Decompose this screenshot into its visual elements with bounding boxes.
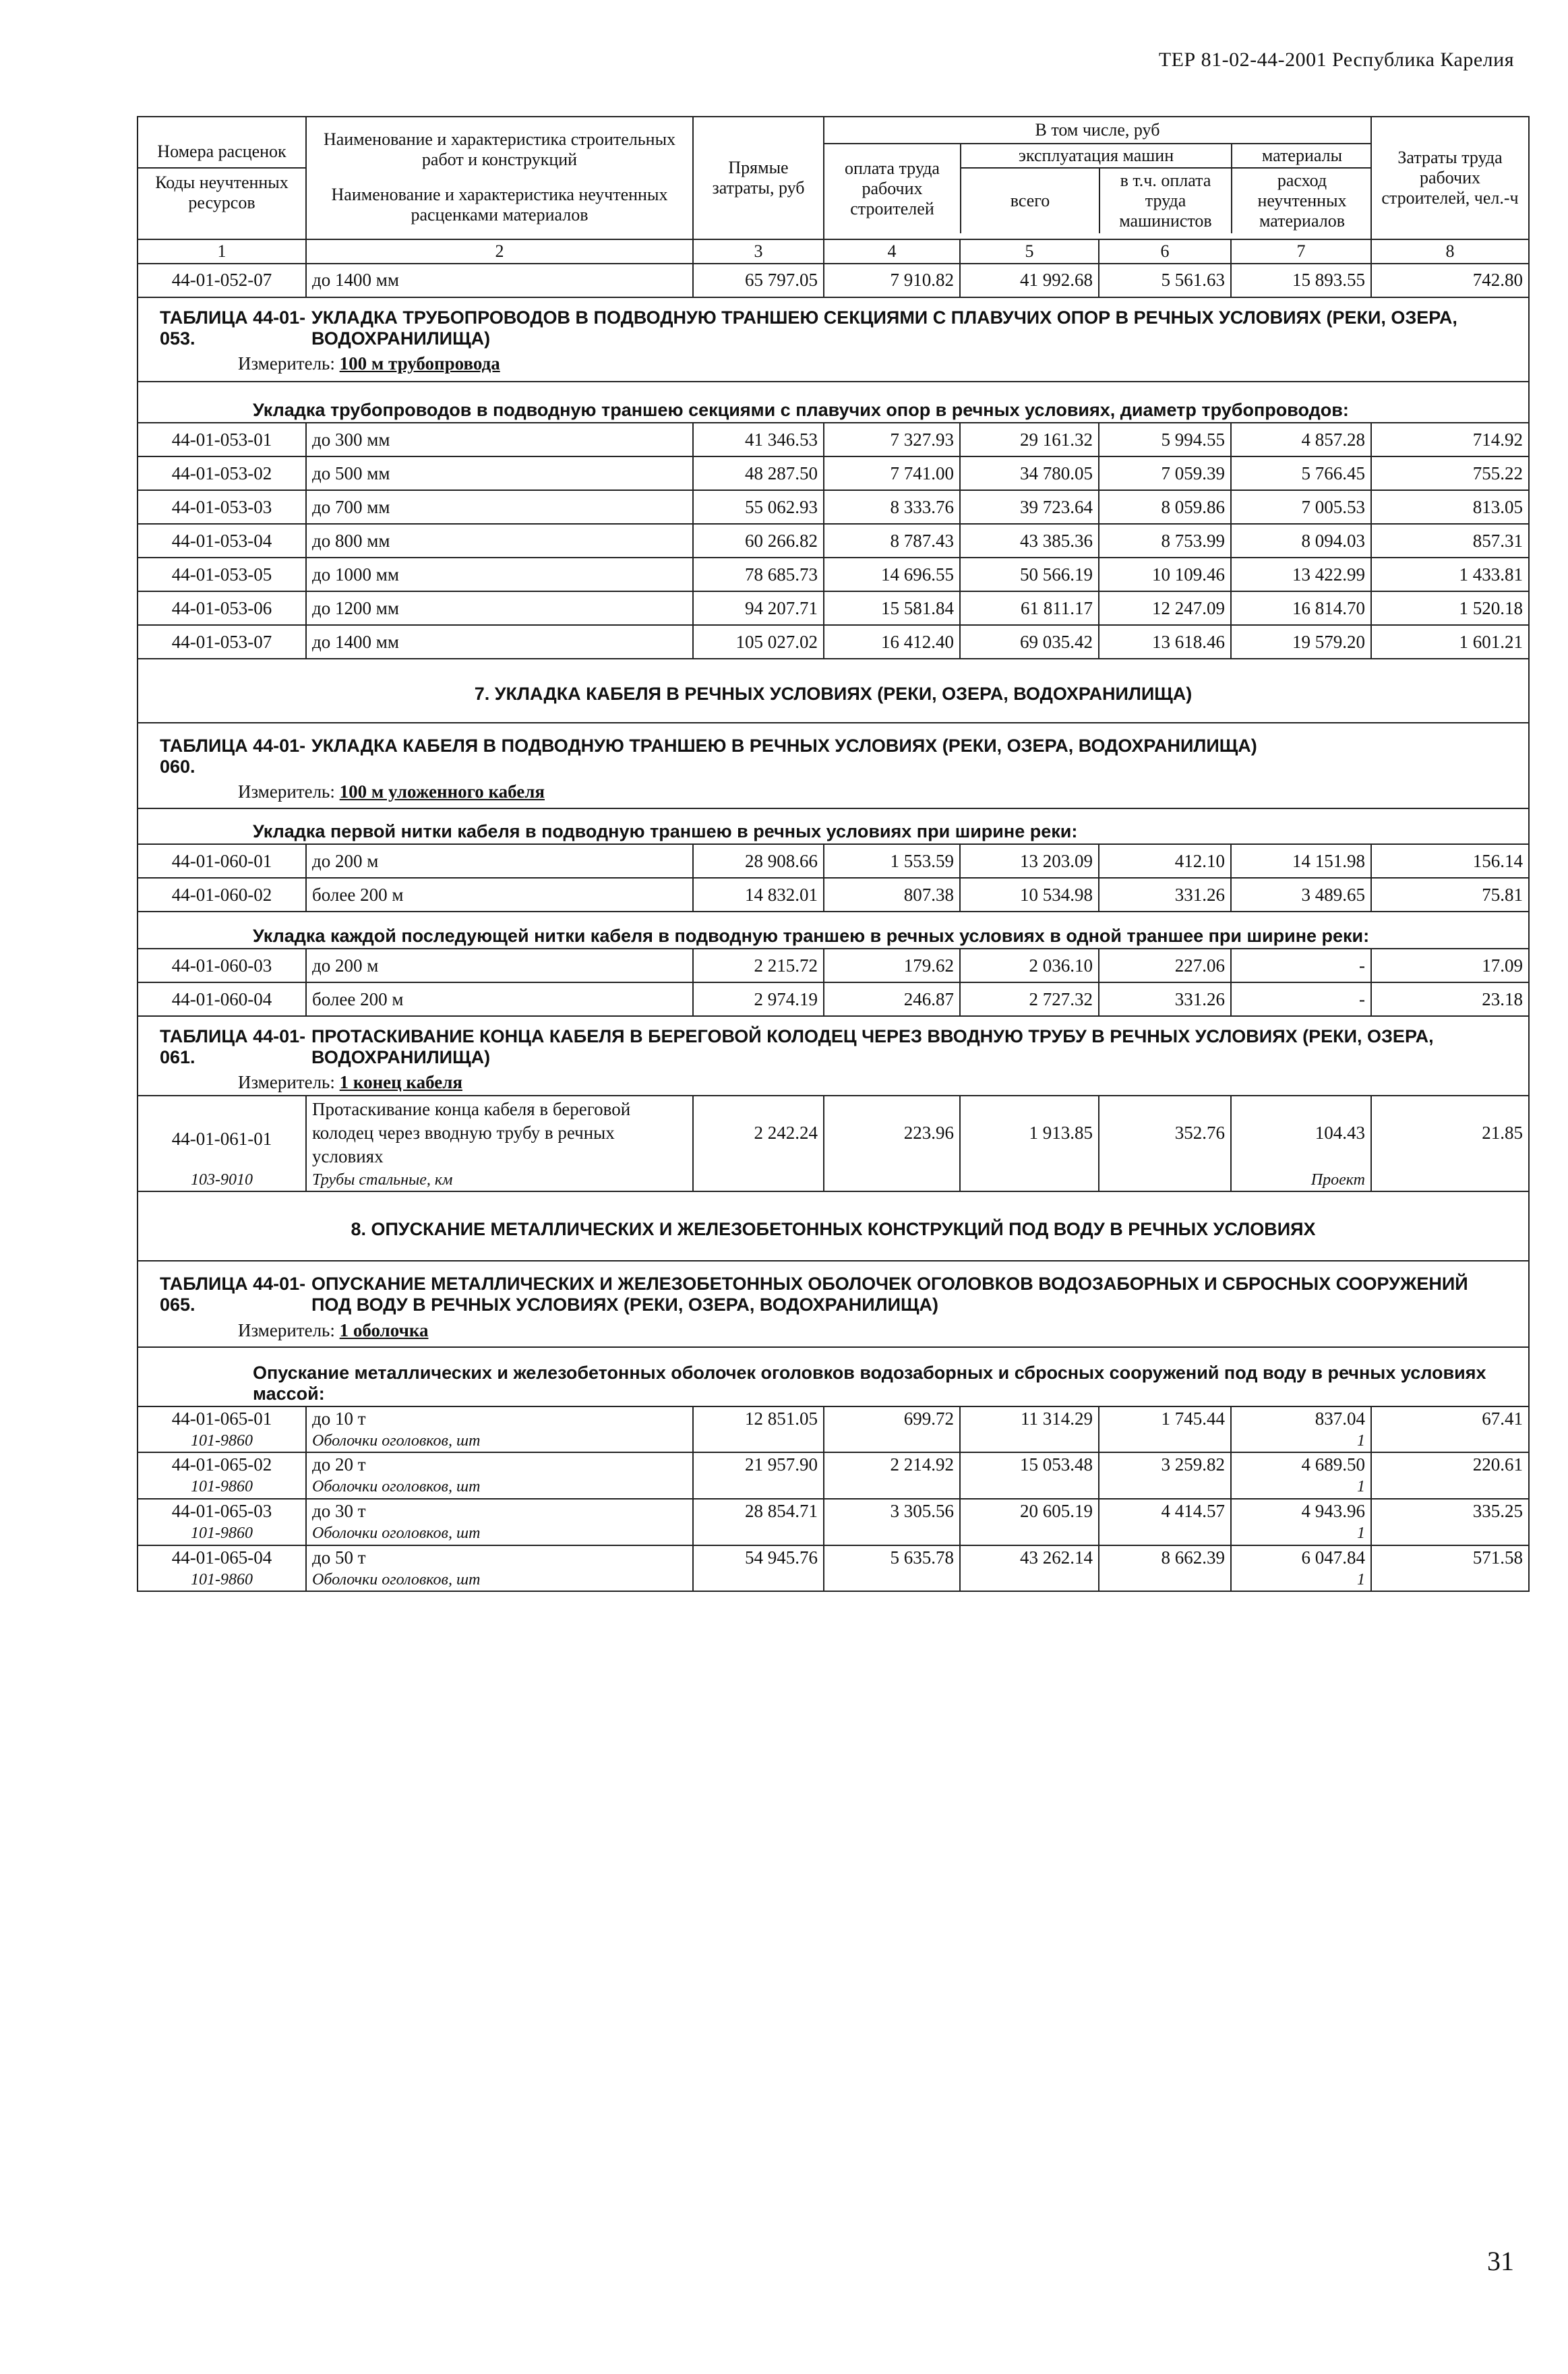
rate-code: 44-01-065-01 [138,1406,306,1431]
col-num: 6 [1099,239,1231,264]
rate-name: более 200 м [306,878,693,912]
machines-total: 69 035.42 [960,625,1099,659]
labor-pay: 5 635.78 [824,1545,960,1570]
labor-hours: 857.31 [1371,524,1529,558]
rate-name: до 200 м [306,844,693,878]
rate-name: до 700 мм [306,490,693,524]
rate-name: до 1200 мм [306,591,693,625]
incl-label: В том числе, руб [824,117,1370,144]
rate-code: 44-01-065-04 [138,1545,306,1570]
resource-code: 101-9860 [138,1431,306,1453]
resource-row [138,1523,1529,1545]
empty-cell [960,1170,1099,1192]
group-heading: Опускание металлических и железобетонных оболочек оголовков водозаборных и сбросных сооружений под воду в речных условиях массой: [138,1347,1529,1406]
rate-name: до 1000 мм [306,558,693,591]
table-row [138,264,1529,297]
measure-label: Измеритель: [238,1072,335,1093]
col-header-unaccounted: расход неучтенных материалов [1257,171,1347,231]
resource-row [138,1570,1529,1592]
col-header-labor: оплата труда рабочих строителей [824,144,961,233]
machines-total: 15 053.48 [960,1452,1099,1477]
table-label: ТАБЛИЦА 44-01-053. [160,307,306,349]
rate-code: 44-01-053-05 [138,558,306,591]
rate-code: 44-01-060-02 [138,878,306,912]
rate-code: 44-01-053-04 [138,524,306,558]
labor-hours: 813.05 [1371,490,1529,524]
labor-hours: 156.14 [1371,844,1529,878]
resource-name: Оболочки оголовков, шт [306,1477,693,1499]
resource-row [138,1170,1529,1192]
labor-pay: 7 741.00 [824,456,960,490]
labor-pay: 15 581.84 [824,591,960,625]
direct-cost: 2 974.19 [693,982,824,1016]
materials: 4 943.96 [1231,1499,1371,1523]
direct-cost: 28 854.71 [693,1499,824,1523]
measure-value: 100 м трубопровода [339,353,500,374]
column-header-row [138,117,1529,239]
resource-name: Оболочки оголовков, шт [306,1570,693,1592]
table-label: ТАБЛИЦА 44-01-061. [160,1026,306,1068]
resource-qty: 1 [1231,1477,1371,1499]
machines-total: 39 723.64 [960,490,1099,524]
empty-cell [1371,1170,1529,1192]
operators-pay: 8 662.39 [1099,1545,1231,1570]
materials: 8 094.03 [1231,524,1371,558]
empty-cell [693,1477,824,1499]
rate-name: до 10 т [306,1406,693,1431]
measure-row [138,1071,1529,1095]
rate-name: до 20 т [306,1452,693,1477]
measure-value: 100 м уложенного кабеля [339,781,545,802]
operators-pay: 4 414.57 [1099,1499,1231,1523]
machines-total: 43 385.36 [960,524,1099,558]
empty-cell [1099,1170,1231,1192]
materials: 6 047.84 [1231,1545,1371,1570]
direct-cost: 65 797.05 [693,264,824,297]
operators-pay: 331.26 [1099,982,1231,1016]
machines-total: 2 727.32 [960,982,1099,1016]
materials: 4 857.28 [1231,423,1371,456]
empty-cell [1371,1431,1529,1453]
operators-pay: 7 059.39 [1099,456,1231,490]
labor-hours: 571.58 [1371,1545,1529,1570]
col-header-materials: материалы [1232,144,1372,169]
empty-cell [824,1170,960,1192]
empty-cell [824,1477,960,1499]
resource-code: 101-9860 [138,1570,306,1592]
table-row [138,982,1529,1016]
rate-name: до 300 мм [306,423,693,456]
empty-cell [824,1523,960,1545]
direct-cost: 78 685.73 [693,558,824,591]
materials: 15 893.55 [1231,264,1371,297]
operators-pay: 3 259.82 [1099,1452,1231,1477]
labor-pay: 246.87 [824,982,960,1016]
materials: 19 579.20 [1231,625,1371,659]
table-row [138,1452,1529,1477]
labor-pay: 3 305.56 [824,1499,960,1523]
table-title: УКЛАДКА КАБЕЛЯ В ПОДВОДНУЮ ТРАНШЕЮ В РЕЧНЫХ УСЛОВИЯХ (РЕКИ, ОЗЕРА, ВОДОХРАНИЛИЩА) [311,736,1257,756]
empty-cell [960,1477,1099,1499]
resource-code: 101-9860 [138,1477,306,1499]
operators-pay: 227.06 [1099,949,1231,982]
group-row [138,912,1529,949]
col-header-machines: эксплуатация машин [961,144,1232,169]
direct-cost: 60 266.82 [693,524,824,558]
labor-hours: 1 601.21 [1371,625,1529,659]
resource-name: Оболочки оголовков, шт [306,1523,693,1545]
machines-total: 1 913.85 [960,1096,1099,1170]
resource-row [138,1477,1529,1499]
labor-pay: 16 412.40 [824,625,960,659]
table-label: ТАБЛИЦА 44-01-065. [160,1274,306,1315]
chapter-heading: 8. ОПУСКАНИЕ МЕТАЛЛИЧЕСКИХ И ЖЕЛЕЗОБЕТОННЫХ КОНСТРУКЦИЙ ПОД ВОДУ В РЕЧНЫХ УСЛОВИЯХ [138,1191,1529,1261]
table-label: ТАБЛИЦА 44-01-060. [160,736,306,777]
rate-name: до 800 мм [306,524,693,558]
machines-total: 61 811.17 [960,591,1099,625]
materials: 4 689.50 [1231,1452,1371,1477]
empty-cell [1371,1570,1529,1592]
materials: 14 151.98 [1231,844,1371,878]
direct-cost: 2 242.24 [693,1096,824,1170]
resource-row [138,1431,1529,1453]
resource-qty: 1 [1231,1570,1371,1592]
direct-cost: 94 207.71 [693,591,824,625]
price-table [137,116,1530,1592]
machines-total: 10 534.98 [960,878,1099,912]
rate-code: 44-01-065-03 [138,1499,306,1523]
labor-pay: 8 333.76 [824,490,960,524]
labor-pay: 14 696.55 [824,558,960,591]
resource-name: Оболочки оголовков, шт [306,1431,693,1453]
operators-pay: 1 745.44 [1099,1406,1231,1431]
labor-hours: 67.41 [1371,1406,1529,1431]
col-num: 2 [306,239,693,264]
table-title-row [138,723,1529,780]
direct-cost: 21 957.90 [693,1452,824,1477]
empty-cell [960,1523,1099,1545]
empty-cell [1371,1523,1529,1545]
materials: 104.43 [1231,1096,1371,1170]
machines-total: 41 992.68 [960,264,1099,297]
empty-cell [960,1431,1099,1453]
col-header-labor-cost: Затраты труда рабочих строителей, чел.-ч [1371,117,1529,239]
materials: 13 422.99 [1231,558,1371,591]
operators-pay: 5 994.55 [1099,423,1231,456]
empty-cell [1371,1477,1529,1499]
chapter-row [138,1191,1529,1261]
col-header-codes [138,117,306,239]
table-row [138,878,1529,912]
page-number: 31 [1487,2246,1514,2276]
rate-code: 44-01-060-04 [138,982,306,1016]
labor-pay: 179.62 [824,949,960,982]
col1-bottom-label: Коды неучтенных ресурсов [155,173,289,212]
rate-code: 44-01-060-01 [138,844,306,878]
operators-pay: 412.10 [1099,844,1231,878]
rate-name: до 200 м [306,949,693,982]
labor-pay: 2 214.92 [824,1452,960,1477]
group-heading: Укладка первой нитки кабеля в подводную траншею в речных условиях при ширине реки: [138,808,1529,844]
rate-code: 44-01-053-03 [138,490,306,524]
rate-code: 44-01-053-06 [138,591,306,625]
table-row [138,1406,1529,1431]
col-num: 3 [693,239,824,264]
group-row [138,1347,1529,1406]
labor-hours: 742.80 [1371,264,1529,297]
direct-cost: 28 908.66 [693,844,824,878]
materials: - [1231,949,1371,982]
empty-cell [824,1431,960,1453]
measure-label: Измеритель: [238,1319,335,1340]
labor-hours: 335.25 [1371,1499,1529,1523]
direct-cost: 12 851.05 [693,1406,824,1431]
table-title-row [138,1261,1529,1318]
machines-total: 13 203.09 [960,844,1099,878]
direct-cost: 41 346.53 [693,423,824,456]
table-row [138,1499,1529,1523]
col2-bottom-label: Наименование и характеристика неучтенных расценками материалов [331,185,668,225]
rate-name: до 500 мм [306,456,693,490]
col2-top-label: Наименование и характеристика строительных работ и конструкций [323,129,676,170]
labor-pay: 223.96 [824,1096,960,1170]
rate-code: 44-01-053-01 [138,423,306,456]
labor-pay: 7 910.82 [824,264,960,297]
resource-qty: 1 [1231,1431,1371,1453]
direct-cost: 55 062.93 [693,490,824,524]
table-row [138,1096,1529,1170]
measure-value: 1 конец кабеля [339,1072,462,1093]
empty-cell [824,1570,960,1592]
empty-cell [693,1523,824,1545]
materials: 837.04 [1231,1406,1371,1431]
table-row [138,844,1529,878]
materials: - [1231,982,1371,1016]
operators-pay: 352.76 [1099,1096,1231,1170]
rate-name: до 1400 мм [306,625,693,659]
materials: 7 005.53 [1231,490,1371,524]
table-row [138,423,1529,456]
col-num: 5 [960,239,1099,264]
col-num: 4 [824,239,960,264]
table-row [138,949,1529,982]
machines-total: 43 262.14 [960,1545,1099,1570]
rate-code: 44-01-061-01 [138,1096,306,1170]
group-row [138,808,1529,844]
labor-pay: 7 327.93 [824,423,960,456]
empty-cell [693,1170,824,1192]
operators-pay: 12 247.09 [1099,591,1231,625]
direct-cost: 54 945.76 [693,1545,824,1570]
empty-cell [1099,1570,1231,1592]
chapter-row [138,659,1529,723]
machines-total: 2 036.10 [960,949,1099,982]
direct-cost: 48 287.50 [693,456,824,490]
machines-total: 29 161.32 [960,423,1099,456]
table-title-row [138,297,1529,352]
machines-total: 50 566.19 [960,558,1099,591]
labor-hours: 1 520.18 [1371,591,1529,625]
table-title-row [138,1016,1529,1071]
operators-pay: 8 059.86 [1099,490,1231,524]
col-header-direct: Прямые затраты, руб [693,117,824,239]
labor-pay: 1 553.59 [824,844,960,878]
labor-hours: 21.85 [1371,1096,1529,1170]
col-header-incl-group [824,117,1371,239]
resource-qty: Проект [1231,1170,1371,1192]
materials: 5 766.45 [1231,456,1371,490]
labor-pay: 8 787.43 [824,524,960,558]
resource-qty: 1 [1231,1523,1371,1545]
measure-row [138,1319,1529,1347]
rate-code: 44-01-052-07 [138,264,306,297]
machines-total: 11 314.29 [960,1406,1099,1431]
labor-hours: 755.22 [1371,456,1529,490]
group-heading: Укладка каждой последующей нитки кабеля в подводную траншею в речных условиях в одной траншее при ширине реки: [138,912,1529,949]
group-row [138,382,1529,423]
direct-cost: 2 215.72 [693,949,824,982]
rate-code: 44-01-053-07 [138,625,306,659]
labor-pay: 807.38 [824,878,960,912]
direct-cost: 105 027.02 [693,625,824,659]
operators-pay: 13 618.46 [1099,625,1231,659]
table-row [138,456,1529,490]
materials: 3 489.65 [1231,878,1371,912]
running-header: ТЕР 81-02-44-2001 Республика Карелия [1158,49,1514,71]
materials: 16 814.70 [1231,591,1371,625]
rate-name: до 50 т [306,1545,693,1570]
rate-name: до 1400 мм [306,264,693,297]
operators-pay: 5 561.63 [1099,264,1231,297]
column-number-row [138,239,1529,264]
measure-row [138,352,1529,382]
machines-total: 20 605.19 [960,1499,1099,1523]
labor-hours: 714.92 [1371,423,1529,456]
table-title: УКЛАДКА ТРУБОПРОВОДОВ В ПОДВОДНУЮ ТРАНШЕЮ СЕКЦИЯМИ С ПЛАВУЧИХ ОПОР В РЕЧНЫХ УСЛОВИЯХ (РЕКИ, ОЗЕРА, ВОДОХРАНИЛИЩА) [311,307,1457,349]
rate-code: 44-01-060-03 [138,949,306,982]
empty-cell [960,1570,1099,1592]
resource-code: 101-9860 [138,1523,306,1545]
labor-hours: 17.09 [1371,949,1529,982]
table-title: ОПУСКАНИЕ МЕТАЛЛИЧЕСКИХ И ЖЕЛЕЗОБЕТОННЫХ ОБОЛОЧЕК ОГОЛОВКОВ ВОДОЗАБОРНЫХ И СБРОСНЫХ СООРУЖЕНИЙ ПОД ВОДУ В РЕЧНЫХ УСЛОВИЯХ (РЕКИ, ОЗЕРА, ВОДОХРАНИЛИЩА) [311,1274,1468,1315]
col-num: 7 [1231,239,1371,264]
table-row [138,625,1529,659]
measure-label: Измеритель: [238,781,335,802]
labor-hours: 75.81 [1371,878,1529,912]
labor-hours: 1 433.81 [1371,558,1529,591]
group-heading: Укладка трубопроводов в подводную траншею секциями с плавучих опор в речных условиях, диаметр трубопроводов: [138,382,1529,423]
table-row [138,1545,1529,1570]
rate-name: более 200 м [306,982,693,1016]
col-num: 8 [1371,239,1529,264]
table-row [138,558,1529,591]
operators-pay: 10 109.46 [1099,558,1231,591]
labor-hours: 220.61 [1371,1452,1529,1477]
labor-pay: 699.72 [824,1406,960,1431]
table-row [138,524,1529,558]
empty-cell [1099,1523,1231,1545]
operators-pay: 331.26 [1099,878,1231,912]
rate-name: до 30 т [306,1499,693,1523]
table-title: ПРОТАСКИВАНИЕ КОНЦА КАБЕЛЯ В БЕРЕГОВОЙ КОЛОДЕЦ ЧЕРЕЗ ВВОДНУЮ ТРУБУ В РЕЧНЫХ УСЛОВИЯХ (РЕКИ, ОЗЕРА, ВОДОХРАНИЛИЩА) [311,1026,1434,1068]
col-header-names [306,117,693,239]
rate-name: Протаскивание конца кабеля в береговой колодец через вводную трубу в речных условиях [306,1096,693,1170]
measure-row [138,780,1529,808]
resource-name: Трубы стальные, км [306,1170,693,1192]
col-num: 1 [138,239,306,264]
measure-label: Измеритель: [238,353,335,374]
resource-code: 103-9010 [138,1170,306,1192]
col1-top-label: Номера расценок [138,139,305,169]
empty-cell [1099,1431,1231,1453]
rate-code: 44-01-065-02 [138,1452,306,1477]
chapter-heading: 7. УКЛАДКА КАБЕЛЯ В РЕЧНЫХ УСЛОВИЯХ (РЕКИ, ОЗЕРА, ВОДОХРАНИЛИЩА) [138,659,1529,723]
direct-cost: 14 832.01 [693,878,824,912]
empty-cell [693,1570,824,1592]
table-row [138,591,1529,625]
labor-hours: 23.18 [1371,982,1529,1016]
col-header-total: всего [961,168,1099,233]
rate-code: 44-01-053-02 [138,456,306,490]
measure-value: 1 оболочка [339,1319,429,1340]
col-header-operators: в т.ч. оплата труда машинистов [1099,168,1232,233]
table-row [138,490,1529,524]
operators-pay: 8 753.99 [1099,524,1231,558]
empty-cell [1099,1477,1231,1499]
empty-cell [693,1431,824,1453]
machines-total: 34 780.05 [960,456,1099,490]
